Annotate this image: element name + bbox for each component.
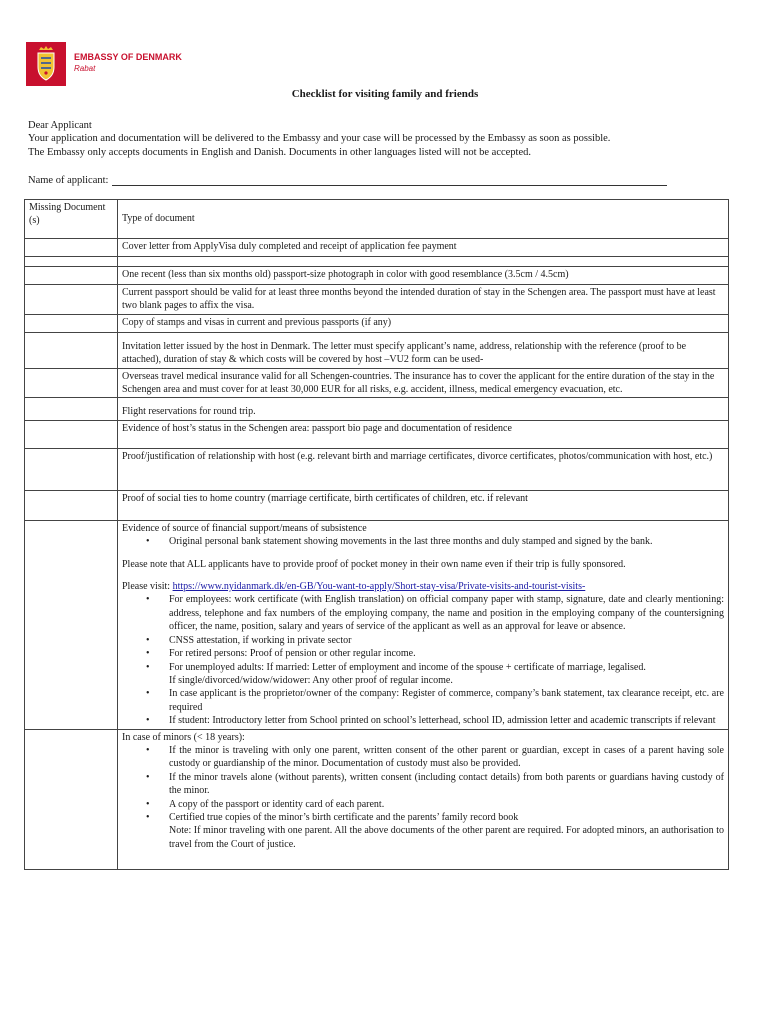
table-row [25, 285, 729, 315]
missing-checkbox-cell[interactable] [25, 239, 118, 257]
missing-checkbox-cell[interactable] [25, 332, 118, 368]
document-item: Proof of social ties to home country (marriage certificate, birth certificates of children, etc. if relevant [118, 490, 729, 520]
table-row [25, 490, 729, 520]
list-item: • In case applicant is the proprietor/owner of the company: Register of commerce, company’s bank statement, tax clearance receipt, etc. are required [169, 687, 724, 714]
table-row [25, 332, 729, 368]
applicant-name-input[interactable] [112, 175, 667, 186]
missing-checkbox-cell[interactable] [25, 729, 118, 869]
missing-checkbox-cell[interactable] [25, 490, 118, 520]
table-row [25, 368, 729, 398]
coat-of-arms-icon [26, 42, 66, 86]
nyidanmark-link[interactable]: https://www.nyidanmark.dk/en-GB/You-want-to-apply/Short-stay-visa/Private-visits-and-tourist-visits- [172, 581, 586, 593]
minors-list [122, 744, 724, 851]
minors-heading: In case of minors (< 18 years): [122, 731, 245, 743]
financial-support-item [118, 520, 729, 729]
table-row [25, 448, 729, 490]
document-item: Overseas travel medical insurance valid for all Schengen-countries. The insurance has to cover the applicant for the entire duration of the stay in the Schengen area and must cover for at least 30,000 EUR for all risks, e.g. accident, illness, medical emergency evacuation, etc. [118, 368, 729, 398]
table-row [25, 520, 729, 729]
missing-checkbox-cell[interactable] [25, 398, 118, 420]
document-checklist-table [24, 199, 729, 870]
table-row [25, 314, 729, 332]
list-item: • If the minor travels alone (without parents), written consent (including contact details) from both parents or guardians having custody of the minor. [169, 771, 724, 798]
minors-note: Note: If minor traveling with one parent. All the above documents of the other parent are required. For adopted minors, an authorisation to travel from the Court of justice. [169, 825, 724, 850]
financial-bullets [122, 535, 724, 548]
document-item: Evidence of host’s status in the Schengen area: passport bio page and documentation of residence [118, 420, 729, 448]
visit-line [122, 580, 724, 593]
missing-checkbox-cell[interactable] [25, 520, 118, 729]
document-item: Invitation letter issued by the host in Denmark. The letter must specify applicant’s name, address, relationship with the reference (proof to be attached), duration of stay & which costs will be covered by host –VU2 form can be used- [118, 332, 729, 368]
list-item: • CNSS attestation, if working in private sector [169, 634, 724, 647]
document-item: Flight reservations for round trip. [118, 398, 729, 420]
table-row [25, 398, 729, 420]
table-row [25, 267, 729, 285]
list-item: • For retired persons: Proof of pension or other regular income. [169, 647, 724, 660]
spacer-cell [118, 257, 729, 267]
table-row [25, 420, 729, 448]
missing-checkbox-cell[interactable] [25, 420, 118, 448]
table-row [25, 239, 729, 257]
page-title: Checklist for visiting family and friends [291, 88, 479, 100]
missing-checkbox-cell[interactable] [25, 448, 118, 490]
document-item: Proof/justification of relationship with host (e.g. relevant birth and marriage certificates, divorce certificates, photos/communication with host, etc.) [118, 448, 729, 490]
document-item: One recent (less than six months old) passport-size photograph in color with good resemblance (3.5cm / 4.5cm) [118, 267, 729, 285]
missing-checkbox-cell[interactable] [25, 267, 118, 285]
financial-heading: Evidence of source of financial support/means of subsistence [122, 522, 367, 534]
embassy-name: EMBASSY OF DENMARK [74, 52, 182, 62]
table-header-row [25, 200, 729, 239]
unemployed-married-text: For unemployed adults: If married: Letter of employment and income of the spouse + certificate of marriage, legalised. [169, 661, 646, 673]
applicant-name-field [28, 175, 667, 186]
list-item [169, 661, 724, 688]
list-item: • For employees: work certificate (with English translation) on official company paper with stamp, signature, date and clearly mentioning: address, telephone and fax numbers of the employing company, the name and position in the employing company of the countersigning officer, the name, position, salary and years of service of the applicant as well as an approval for leave or absence. [169, 593, 724, 633]
embassy-logo [26, 42, 186, 87]
birth-certificate-text: Certified true copies of the minor’s birth certificate and the parents’ family record book [169, 811, 519, 823]
minors-item [118, 729, 729, 869]
list-item: • Original personal bank statement showing movements in the last three months and duly stamped and signed by the bank. [169, 535, 724, 548]
missing-document-header: Missing Document (s) [25, 200, 118, 239]
list-item [169, 811, 724, 851]
list-item: • If student: Introductory letter from School printed on school’s letterhead, school ID, admission letter and academic transcripts if relevant [169, 714, 724, 727]
greeting: Dear Applicant [28, 120, 92, 131]
applicant-name-label: Name of applicant: [28, 175, 109, 186]
document-type-header: Type of document [118, 200, 729, 239]
missing-checkbox-cell[interactable] [25, 285, 118, 315]
table-row [25, 257, 729, 267]
list-item: • A copy of the passport or identity card of each parent. [169, 798, 724, 811]
visit-label: Please visit: [122, 581, 171, 593]
document-item: Current passport should be valid for at least three months beyond the intended duration of stay in the Schengen area. The passport must have at least two blank pages to affix the visa. [118, 285, 729, 315]
document-item: Cover letter from ApplyVisa duly completed and receipt of application fee payment [118, 239, 729, 257]
missing-checkbox-cell[interactable] [25, 314, 118, 332]
table-row [25, 729, 729, 869]
missing-checkbox-cell[interactable] [25, 257, 118, 267]
list-item: • If the minor is traveling with only one parent, written consent of the other parent or guardian, except in cases of a parent having sole custody or guardianship of the minor. Documentation of custody must also be provided. [169, 744, 724, 771]
pocket-money-note: Please note that ALL applicants have to provide proof of pocket money in their own name even if their trip is fully sponsored. [122, 558, 626, 570]
employment-proof-list [122, 593, 724, 727]
embassy-city: Rabat [74, 64, 96, 73]
unemployed-single-text: If single/divorced/widow/widower: Any other proof of regular income. [169, 674, 453, 686]
intro-line-1: Your application and documentation will be delivered to the Embassy and your case will be processed by the Embassy as soon as possible. [28, 133, 611, 144]
missing-checkbox-cell[interactable] [25, 368, 118, 398]
intro-line-2: The Embassy only accepts documents in English and Danish. Documents in other languages listed will not be accepted. [28, 147, 532, 158]
document-item: Copy of stamps and visas in current and previous passports (if any) [118, 314, 729, 332]
